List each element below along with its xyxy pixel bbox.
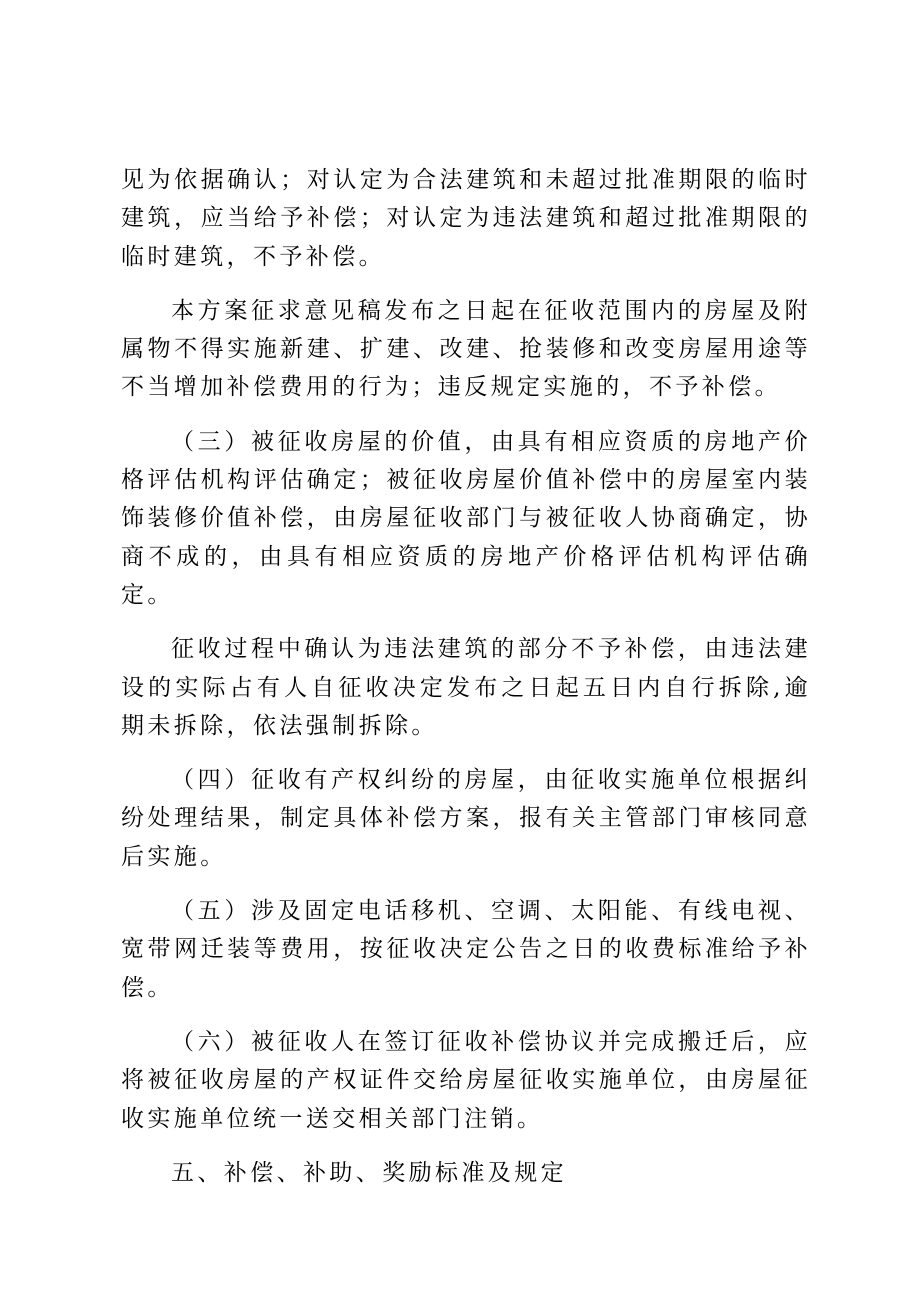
paragraph-prohibition: 本方案征求意见稿发布之日起在征收范围内的房屋及附属物不得实施新建、扩建、改建、抢装修和改变房屋用途等不当增加补偿费用的行为；违反规定实施的，不予补偿。 [121, 297, 811, 401]
paragraph-continuation: 见为依据确认；对认定为合法建筑和未超过批准期限的临时建筑，应当给予补偿；对认定为违法建筑和超过批准期限的临时建筑，不予补偿。 [121, 167, 811, 270]
paragraph-item-5: （五）涉及固定电话移机、空调、太阳能、有线电视、宽带网迁装等费用，按征收决定公告之日的收费标准给予补偿。 [121, 898, 811, 1001]
paragraph-item-3: （三）被征收房屋的价值，由具有相应资质的房地产价格评估机构评估确定；被征收房屋价值补偿中的房屋室内装饰装修价值补偿，由房屋征收部门与被征收人协商确定，协商不成的，由具有相应资质的房地产价格评估机构评估确定。 [121, 428, 811, 608]
paragraph-item-6: （六）被征收人在签订征收补偿协议并完成搬迁后，应将被征收房屋的产权证件交给房屋征收实施单位，由房屋征收实施单位统一送交相关部门注销。 [121, 1028, 811, 1132]
document-body [121, 161, 811, 1192]
section-heading-5: 五、补偿、补助、奖励标准及规定 [171, 1159, 567, 1186]
paragraph-illegal-building: 征收过程中确认为违法建筑的部分不予补偿，由违法建设的实际占有人自征收决定发布之日起五日内自行拆除,逾期未拆除，依法强制拆除。 [121, 636, 811, 739]
paragraph-item-4: （四）征收有产权纠纷的房屋，由征收实施单位根据纠纷处理结果，制定具体补偿方案，报有关主管部门审核同意后实施。 [121, 767, 811, 870]
